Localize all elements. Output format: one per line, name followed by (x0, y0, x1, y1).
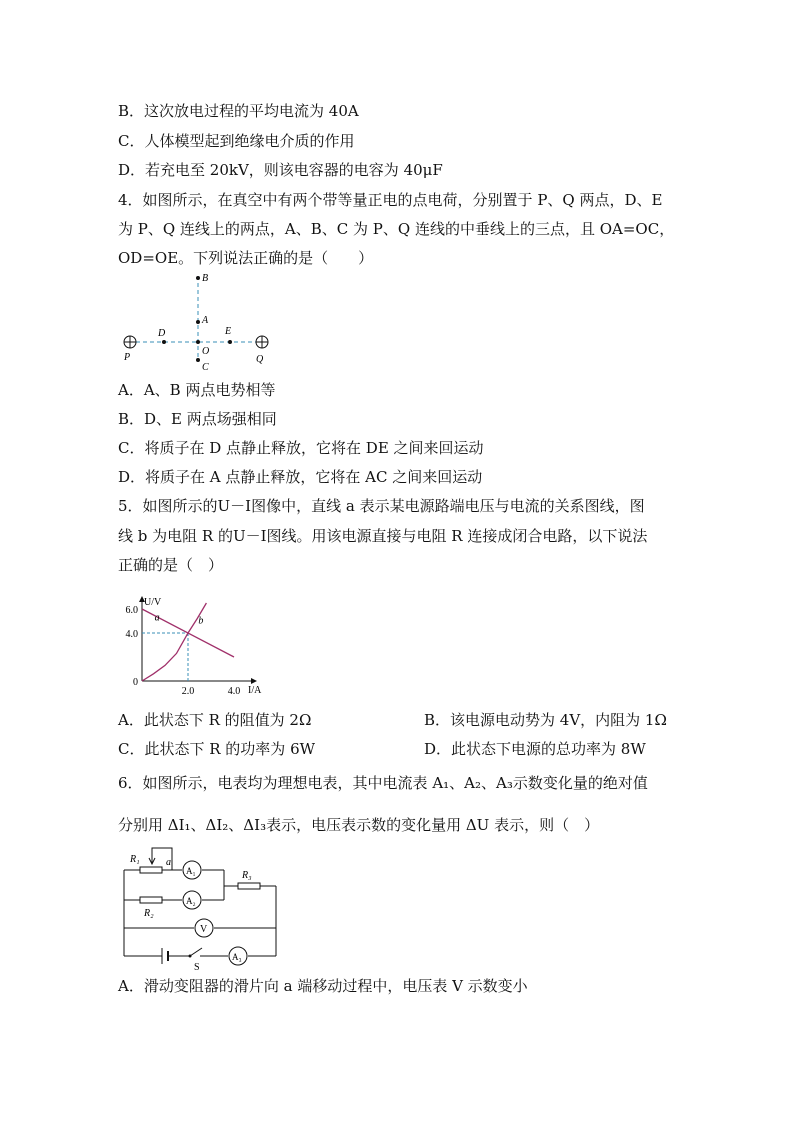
label-e: E (225, 326, 232, 337)
q4-option-c: C．将质子在 D 点静止释放，它将在 DE 之间来回运动 (118, 439, 484, 457)
label-r2: R₂ (144, 908, 154, 919)
point-b (196, 276, 200, 280)
q4-stem-line1: 4．如图所示，在真空中有两个带等量正电的点电荷，分别置于 P、Q 两点，D、E (118, 191, 663, 209)
q5-stem-line3: 正确的是（ ） (118, 556, 224, 574)
y-tick-label: 0 (133, 677, 138, 688)
x-axis-label: I/A (248, 685, 262, 696)
label-c: C (202, 362, 209, 373)
q4-stem-line3: OD=OE。下列说法正确的是（ ） (118, 249, 374, 267)
q6-stem-line2: 分别用 ΔI₁、ΔI₂、ΔI₃表示，电压表示数的变化量用 ΔU 表示，则（ ） (118, 816, 600, 834)
label-o: O (202, 346, 210, 357)
r3-resistor (238, 883, 260, 889)
q6-stem-line1: 6．如图所示，电表均为理想电表，其中电流表 A₁、A₂、A₃示数变化量的绝对值 (118, 774, 648, 792)
q3-option-b: B．这次放电过程的平均电流为 40A (118, 102, 359, 120)
charge-q-icon (256, 336, 268, 348)
label-a1: A₁ (186, 866, 196, 876)
q5-option-b: B．该电源电动势为 4V，内阻为 1Ω (424, 711, 667, 729)
r1-resistor (140, 867, 162, 873)
q5-stem-line1: 5．如图所示的U－I图像中，直线 a 表示某电源路端电压与电流的关系图线，图 (118, 497, 645, 515)
battery-icon (162, 948, 168, 964)
y-tick-label: 6.0 (125, 605, 138, 616)
point-a (196, 320, 200, 324)
point-c (196, 358, 200, 362)
q5-option-a: A．此状态下 R 的阻值为 2Ω (118, 711, 312, 729)
q5-stem-line2: 线 b 为电阻 R 的U－I图线。用该电源直接与电阻 R 连接成闭合电路，以下说法 (118, 527, 648, 545)
q4-charge-figure (110, 268, 280, 378)
x-tick-label: 2.0 (181, 686, 195, 697)
r2-resistor (140, 897, 162, 903)
x-tick-label: 4.0 (227, 686, 241, 697)
label-q: Q (256, 354, 264, 365)
y-axis-label: U/V (144, 597, 162, 608)
label-a: A (202, 315, 209, 326)
q4-option-b: B．D、E 两点场强相同 (118, 410, 277, 428)
q4-option-d: D．将质子在 A 点静止释放，它将在 AC 之间来回运动 (118, 468, 483, 486)
label-a2: A₂ (186, 896, 196, 906)
q6-option-a: A．滑动变阻器的滑片向 a 端移动过程中，电压表 V 示数变小 (118, 977, 528, 995)
q6-circuit-figure (116, 840, 286, 970)
label-p: P (124, 352, 131, 363)
label-b: B (202, 273, 209, 284)
label-a3: A₃ (232, 952, 242, 962)
label-r1: R₁ (130, 854, 140, 865)
label-s: S (194, 962, 200, 970)
label-v: V (200, 924, 208, 935)
q4-stem-line2: 为 P、Q 连线上的两点，A、B、C 为 P、Q 连线的中垂线上的三点，且 OA=OC， (118, 220, 675, 238)
label-d: D (158, 328, 166, 339)
q3-option-d: D．若充电至 20kV，则该电容器的电容为 40μF (118, 161, 443, 179)
y-tick-label: 4.0 (125, 629, 138, 640)
q5-ui-chart (112, 578, 272, 698)
q5-option-c: C．此状态下 R 的功率为 6W (118, 740, 316, 758)
q4-option-a: A．A、B 两点电势相等 (118, 381, 276, 399)
switch-icon (189, 948, 203, 958)
label-a-terminal: a (166, 857, 171, 868)
point-d (162, 340, 166, 344)
point-e (228, 340, 232, 344)
charge-p-icon (124, 336, 136, 348)
q3-option-c: C．人体模型起到绝缘电介质的作用 (118, 132, 355, 150)
label-r3: R₃ (242, 870, 252, 881)
series-b-label: b (198, 615, 204, 627)
q5-option-d: D．此状态下电源的总功率为 8W (424, 740, 646, 758)
series-a-label: a (154, 612, 160, 624)
point-o (196, 340, 200, 344)
